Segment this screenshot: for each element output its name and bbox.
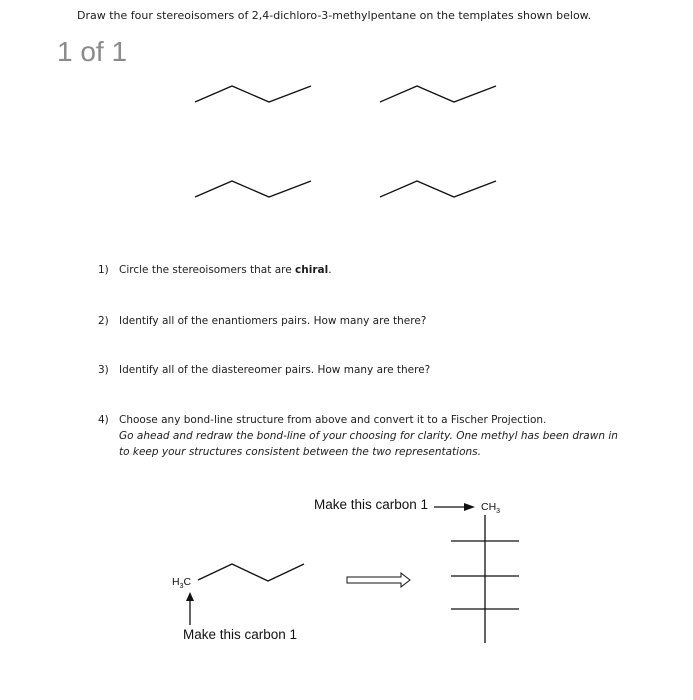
question-1-bold: chiral bbox=[295, 264, 329, 276]
h3c-pre: H bbox=[172, 576, 180, 588]
question-3-text: Identify all of the diastereomer pairs. How many are there? bbox=[119, 364, 431, 376]
fischer-carbon-label: Make this carbon 1 bbox=[314, 497, 429, 512]
ch3-sub: 3 bbox=[496, 508, 501, 516]
template-skeleton-2 bbox=[380, 86, 496, 102]
question-1 bbox=[98, 264, 332, 276]
question-1-text: Circle the stereoisomers that are bbox=[119, 264, 296, 276]
right-arrow-head bbox=[464, 503, 475, 511]
question-4 bbox=[98, 414, 546, 426]
question-3 bbox=[98, 364, 430, 376]
up-arrow-head bbox=[186, 592, 194, 601]
question-4-text: Choose any bond-line structure from above and convert it to a Fischer Projection. bbox=[119, 414, 547, 426]
bondline-carbon-label: Make this carbon 1 bbox=[183, 627, 298, 642]
template-skeleton-3 bbox=[195, 181, 311, 197]
question-1-number: 1) bbox=[98, 264, 109, 276]
ch3-label bbox=[481, 501, 500, 515]
reaction-arrow bbox=[347, 573, 410, 587]
question-2-number: 2) bbox=[98, 315, 109, 327]
bondline-skeleton bbox=[198, 564, 304, 581]
h3c-sub: 3 bbox=[179, 583, 184, 591]
question-2-text: Identify all of the enantiomers pairs. How many are there? bbox=[119, 315, 427, 327]
page-counter: 1 of 1 bbox=[57, 36, 128, 67]
question-4-line-2: Go ahead and redraw the bond-line of your choosing for clarity. One methyl has been drawn in bbox=[119, 430, 618, 442]
question-4-line-3: to keep your structures consistent between the two representations. bbox=[119, 446, 481, 458]
h3c-post: C bbox=[183, 576, 192, 588]
ch3-main: CH bbox=[481, 501, 497, 513]
question-3-number: 3) bbox=[98, 364, 109, 376]
question-1-suffix: . bbox=[328, 264, 332, 276]
template-skeleton-1 bbox=[195, 86, 311, 102]
question-4-number: 4) bbox=[98, 414, 109, 426]
template-skeleton-4 bbox=[380, 181, 496, 197]
question-2 bbox=[98, 315, 426, 327]
h3c-label bbox=[172, 576, 191, 590]
instruction-text: Draw the four stereoisomers of 2,4-dichloro-3-methylpentane on the templates shown below. bbox=[77, 9, 592, 22]
